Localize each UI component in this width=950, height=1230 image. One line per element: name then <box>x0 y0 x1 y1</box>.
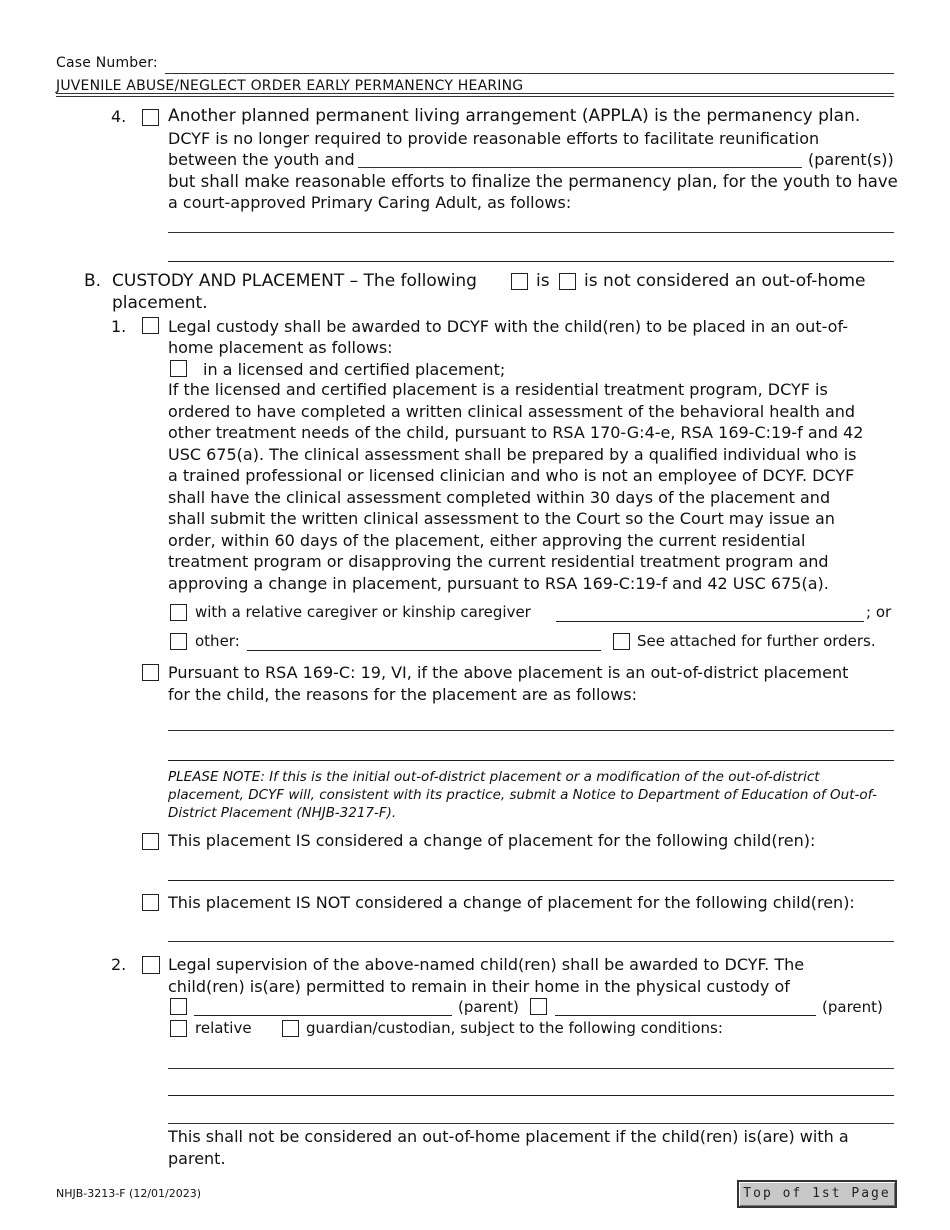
b1-change-is-label: This placement IS considered a change of placement for the following child(ren): <box>168 831 816 850</box>
b1-other-checkbox[interactable] <box>170 633 187 650</box>
b1-para-line-0: If the licensed and certified placement is a residential treatment program, DCYF is <box>168 380 828 399</box>
header-rule-top <box>56 93 894 94</box>
b1-para-line-1: ordered to have completed a written clinical assessment of the behavioral health and <box>168 401 856 421</box>
item4-line1: Another planned permanent living arrangement (APPLA) is the permanency plan. <box>168 106 861 126</box>
b2-conditions-line-3[interactable] <box>168 1123 894 1124</box>
b2-guardian-label: guardian/custodian, subject to the following conditions: <box>306 1019 723 1037</box>
b1-see-attached-label: See attached for further orders. <box>637 632 876 650</box>
header-rule-bottom <box>56 96 894 97</box>
b2-parent2-checkbox[interactable] <box>530 998 547 1015</box>
b2-parent1-checkbox[interactable] <box>170 998 187 1015</box>
b1-relative-label: with a relative caregiver or kinship caregiver <box>195 603 531 621</box>
sectionB-is-label: is <box>536 271 550 291</box>
top-of-first-page-button[interactable]: Top of 1st Page <box>737 1180 897 1208</box>
b2-closing-line2: parent. <box>168 1149 226 1168</box>
b2-guardian-checkbox[interactable] <box>282 1020 299 1037</box>
b1-district-text-line-1[interactable] <box>168 730 894 731</box>
b1-change-is-not-checkbox[interactable] <box>142 894 159 911</box>
b1-other-label: other: <box>195 632 240 650</box>
form-title: JUVENILE ABUSE/NEGLECT ORDER EARLY PERMANENCY HEARING <box>56 78 524 94</box>
sectionB-is-not-checkbox[interactable] <box>559 273 576 290</box>
b1-change-is-checkbox[interactable] <box>142 833 159 850</box>
b1-para-line-2: other treatment needs of the child, pursuant to RSA 170-G:4-e, RSA 169-C:19-f and 42 <box>168 423 864 442</box>
b1-para-line-8: treatment program or disapproving the current residential treatment program and <box>168 552 829 571</box>
item4-text-line-1[interactable] <box>168 232 894 233</box>
b1-licensed-checkbox[interactable] <box>170 360 187 377</box>
b1-para-line-4: a trained professional or licensed clinician and who is not an employee of DCYF. DCYF <box>168 466 855 485</box>
b2-number: 2. <box>111 955 127 974</box>
sectionB-heading: CUSTODY AND PLACEMENT – The following <box>112 271 477 291</box>
sectionB-line2: placement. <box>112 293 208 313</box>
b1-line1: Legal custody shall be awarded to DCYF with the child(ren) to be placed in an out-of- <box>168 317 848 336</box>
item4-line4: but shall make reasonable efforts to finalize the permanency plan, for the youth to have <box>168 172 898 191</box>
b2-closing-line1: This shall not be considered an out-of-home placement if the child(ren) is(are) with a <box>168 1127 849 1146</box>
b2-conditions-line-1[interactable] <box>168 1068 894 1069</box>
b1-district-text-line-2[interactable] <box>168 760 894 761</box>
item4-appla-checkbox[interactable] <box>142 109 159 126</box>
b2-relative-label: relative <box>195 1019 252 1037</box>
b1-change-is-not-field[interactable] <box>168 941 894 942</box>
b1-para-line-6: shall submit the written clinical assessment to the Court so the Court may issue an <box>168 509 835 528</box>
item4-line3b: (parent(s)) <box>808 150 894 169</box>
case-number-label: Case Number: <box>56 55 158 71</box>
b1-number: 1. <box>111 317 127 336</box>
case-number-field[interactable] <box>165 73 894 74</box>
b1-change-is-not-label: This placement IS NOT considered a change of placement for the following child(ren): <box>168 893 855 912</box>
b2-parent2-label: (parent) <box>822 998 883 1016</box>
b2-legal-supervision-checkbox[interactable] <box>142 956 160 974</box>
b1-para-line-9: approving a change in placement, pursuant to RSA 169-C:19-f and 42 USC 675(a). <box>168 573 829 593</box>
sectionB-is-checkbox[interactable] <box>511 273 528 290</box>
b1-para-line-5: shall have the clinical assessment completed within 30 days of the placement and <box>168 487 831 507</box>
b1-para-line-3: USC 675(a). The clinical assessment shall be prepared by a qualified individual who is <box>168 444 857 464</box>
b2-parent1-label: (parent) <box>458 998 519 1016</box>
b2-parent2-field[interactable] <box>555 1015 816 1016</box>
b1-rtp-paragraph <box>168 379 898 594</box>
b1-relative-suffix: ; or <box>866 603 892 621</box>
b1-line2: home placement as follows: <box>168 338 393 357</box>
sectionB-letter: B. <box>84 271 102 291</box>
b1-other-field[interactable] <box>247 650 601 651</box>
item4-line2: DCYF is no longer required to provide reasonable efforts to facilitate reunification <box>168 129 820 148</box>
b1-district-line1: Pursuant to RSA 169-C: 19, VI, if the above placement is an out-of-district placement <box>168 663 849 682</box>
item4-line3a: between the youth and <box>168 150 355 169</box>
sectionB-is-not-label: is not considered an out-of-home <box>584 271 866 291</box>
item4-parents-field[interactable] <box>358 167 802 168</box>
b1-district-line2: for the child, the reasons for the placement are as follows: <box>168 685 637 704</box>
b1-note-line1: PLEASE NOTE: If this is the initial out-of-district placement or a modification of the out-of-district <box>168 769 820 785</box>
b1-relative-checkbox[interactable] <box>170 604 187 621</box>
b1-note-line2: placement, DCYF will, consistent with its practice, submit a Notice to Department of Education of Out-of- <box>168 787 878 803</box>
b2-relative-checkbox[interactable] <box>170 1020 187 1037</box>
b1-licensed-label: in a licensed and certified placement; <box>203 360 506 379</box>
b1-change-is-field[interactable] <box>168 880 894 881</box>
b1-out-of-district-checkbox[interactable] <box>142 664 159 681</box>
item4-number: 4. <box>111 107 127 126</box>
b1-note-line3: District Placement (NHJB-3217-F). <box>168 805 397 821</box>
b2-conditions-line-2[interactable] <box>168 1095 894 1096</box>
b1-relative-field[interactable] <box>556 621 864 622</box>
item4-text-line-2[interactable] <box>168 261 894 262</box>
b2-parent1-field[interactable] <box>194 1015 452 1016</box>
b2-line2: child(ren) is(are) permitted to remain in their home in the physical custody of <box>168 977 790 996</box>
b1-legal-custody-checkbox[interactable] <box>142 317 159 334</box>
form-number: NHJB-3213-F (12/01/2023) <box>56 1187 202 1200</box>
b1-para-line-7: order, within 60 days of the placement, either approving the current residential <box>168 530 806 550</box>
b2-line1: Legal supervision of the above-named child(ren) shall be awarded to DCYF. The <box>168 955 805 974</box>
b1-see-attached-checkbox[interactable] <box>613 633 630 650</box>
item4-line5: a court-approved Primary Caring Adult, as follows: <box>168 193 572 212</box>
